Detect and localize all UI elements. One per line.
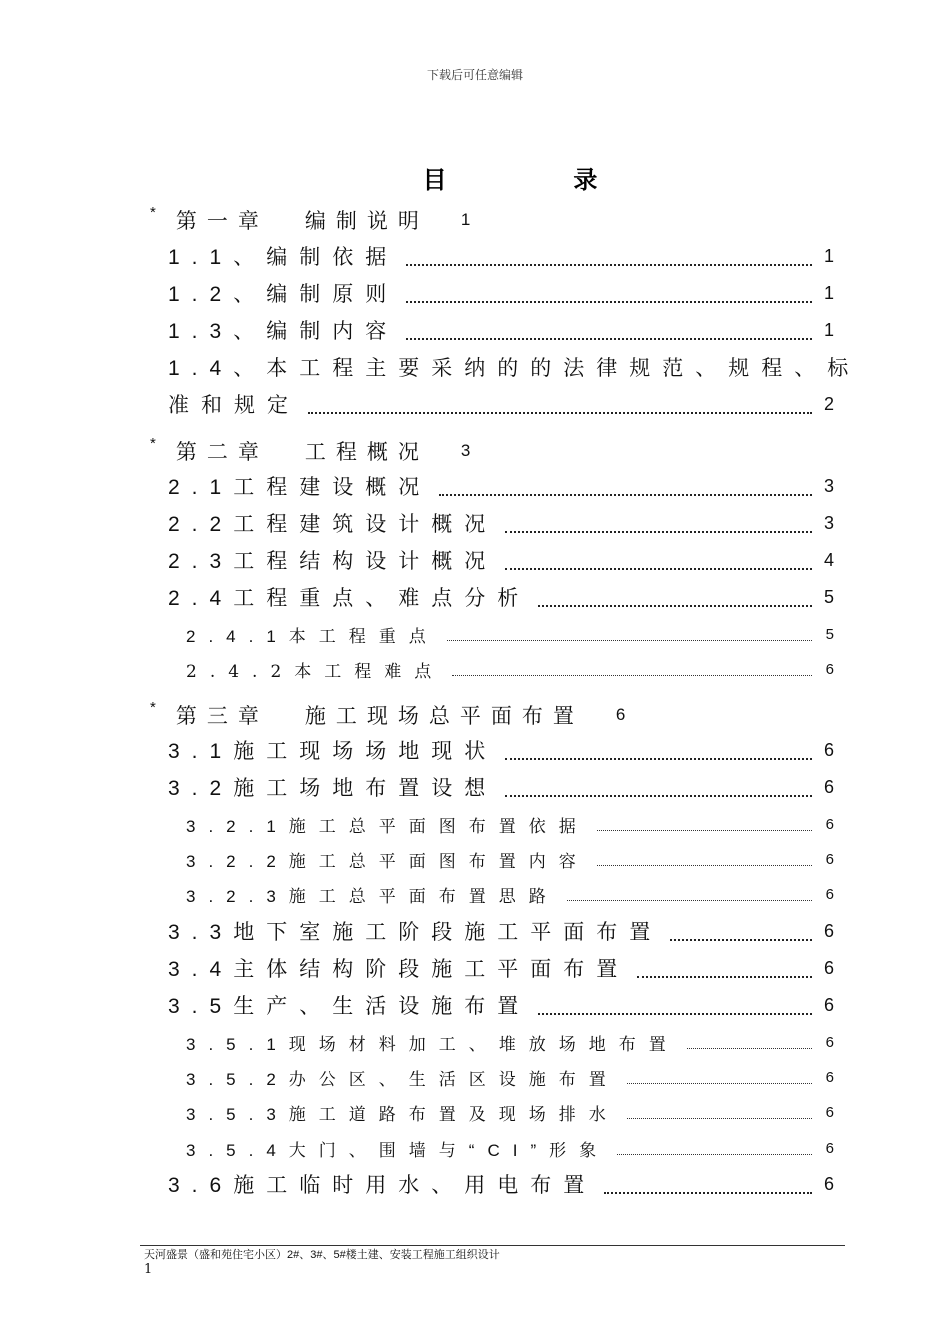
dot-leader [447,639,812,641]
chapter-title: 工程概况 [304,441,429,464]
toc-entry-3-5-3[interactable] [186,1098,834,1126]
dot-leader [627,1117,812,1119]
dot-leader [538,1012,812,1015]
dot-leader [627,1082,812,1084]
bullet-star: * [150,204,156,221]
toc-entry-3-4[interactable] [168,952,834,984]
toc-entry-1-3[interactable] [168,314,834,346]
entry-page: 3 [823,512,834,533]
dot-leader [406,263,812,266]
toc-entry-3-5-1[interactable] [186,1028,834,1056]
entry-page: 5 [825,625,834,643]
chapter-page: 6 [615,705,626,724]
dot-leader [637,975,812,978]
entry-label: 1.2、编制原则 [168,283,399,306]
entry-label: 3.5生产、生活设施布置 [168,995,531,1018]
toc-entry-3-2-3[interactable] [186,880,834,908]
entry-label: 2.4.1本工程重点 [186,626,439,646]
dot-leader [406,300,812,303]
entry-label: 3.6施工临时用水、用电布置 [168,1174,597,1197]
entry-page: 6 [825,660,834,678]
entry-label: 1.4、本工程主要采纳的的法律规范、规程、标 [168,357,861,380]
chapter-title: 施工现场总平面布置 [304,705,584,728]
entry-label: 3.2.3施工总平面布置思路 [186,886,559,906]
dot-leader [687,1047,812,1049]
chapter-number: 第二章 [175,441,269,464]
toc-chapter-3[interactable] [150,699,625,731]
chapter-page: 1 [460,210,471,229]
entry-page: 4 [823,549,834,570]
chapter-number: 第三章 [175,705,269,728]
entry-page: 2 [823,393,834,414]
entry-page: 6 [825,1103,834,1121]
toc-entry-3-5-4[interactable] [186,1134,834,1162]
entry-page: 1 [823,319,834,340]
toc-entry-3-2-2[interactable] [186,845,834,873]
entry-page: 6 [825,850,834,868]
entry-label: 3.5.2办公区、生活区设施布置 [186,1069,619,1089]
entry-page: 6 [823,994,834,1015]
toc-entry-3-6[interactable] [168,1168,834,1200]
entry-page: 1 [823,245,834,266]
toc-entry-2-4[interactable] [168,581,834,613]
entry-page: 5 [823,586,834,607]
entry-label: 3.2施工场地布置设想 [168,777,498,800]
dot-leader [670,938,812,941]
entry-page: 6 [823,957,834,978]
entry-label: 2.4工程重点、难点分析 [168,587,531,610]
entry-page: 6 [825,815,834,833]
footer-text: 天河盛景（盛和苑住宅小区）2#、3#、5#楼土建、安装工程施工组织设计 [144,1249,500,1261]
entry-label: 3.2.2施工总平面图布置内容 [186,851,589,871]
entry-label: 2.1工程建设概况 [168,476,432,499]
entry-page: 6 [825,1139,834,1157]
footer-page-number: 1 [144,1262,153,1277]
entry-label: 1.1、编制依据 [168,246,399,269]
entry-page: 1 [823,282,834,303]
entry-page: 6 [823,739,834,760]
toc-entry-3-1[interactable] [168,734,834,766]
toc-entry-2-2[interactable] [168,507,834,539]
dot-leader [617,1153,812,1155]
entry-label: 3.5.3施工道路布置及现场排水 [186,1104,619,1124]
header-note: 下载后可任意编辑 [426,68,523,82]
entry-label: 3.3地下室施工阶段施工平面布置 [168,921,663,944]
dot-leader [452,674,812,676]
dot-leader [505,567,812,570]
entry-page: 3 [823,475,834,496]
dot-leader [505,757,812,760]
toc-entry-3-3[interactable] [168,915,834,947]
toc-entry-2-1[interactable] [168,470,834,502]
dot-leader [308,411,812,414]
chapter-number: 第一章 [175,210,269,233]
toc-entry-1-1[interactable] [168,240,834,272]
toc-entry-3-5[interactable] [168,989,834,1021]
chapter-page: 3 [460,441,471,460]
dot-leader [597,864,812,866]
entry-label: 2.3工程结构设计概况 [168,550,498,573]
toc-entry-2-4-2[interactable] [186,655,834,683]
dot-leader [538,604,812,607]
toc-entry-1-2[interactable] [168,277,834,309]
bullet-star: * [150,435,156,452]
toc-entry-2-4-1[interactable] [186,620,834,648]
entry-label: 3.2.1施工总平面图布置依据 [186,816,589,836]
dot-leader [406,337,812,340]
entry-page: 6 [825,885,834,903]
toc-entry-1-4-line2[interactable] [168,388,834,420]
dot-leader [439,493,812,496]
entry-label: 2.4.2本工程难点 [186,661,445,682]
dot-leader [505,794,812,797]
entry-label: 2.2工程建筑设计概况 [168,513,498,536]
toc-title: 目 录 [422,167,658,194]
toc-entry-1-4-line1[interactable] [168,351,861,383]
entry-label: 3.5.1现场材料加工、堆放场地布置 [186,1034,679,1054]
entry-page: 6 [823,1173,834,1194]
chapter-title: 编制说明 [304,210,429,233]
entry-label: 3.4主体结构阶段施工平面布置 [168,958,630,981]
dot-leader [604,1191,812,1194]
toc-chapter-1[interactable] [150,204,470,236]
entry-page: 6 [823,920,834,941]
bullet-star: * [150,699,156,716]
toc-entry-3-2-1[interactable] [186,810,834,838]
entry-page: 6 [823,776,834,797]
toc-chapter-2[interactable] [150,435,470,467]
entry-label: 1.3、编制内容 [168,320,399,343]
dot-leader [567,899,812,901]
toc-entry-3-2[interactable] [168,771,834,803]
entry-page: 6 [825,1068,834,1086]
entry-page: 6 [825,1033,834,1051]
dot-leader [505,530,812,533]
dot-leader [597,829,812,831]
toc-entry-2-3[interactable] [168,544,834,576]
entry-label: 准和规定 [168,394,300,417]
entry-label: 3.5.4大门、围墙与“CI”形象 [186,1140,610,1160]
toc-entry-3-5-2[interactable] [186,1063,834,1091]
entry-label: 3.1施工现场场地现状 [168,740,498,763]
